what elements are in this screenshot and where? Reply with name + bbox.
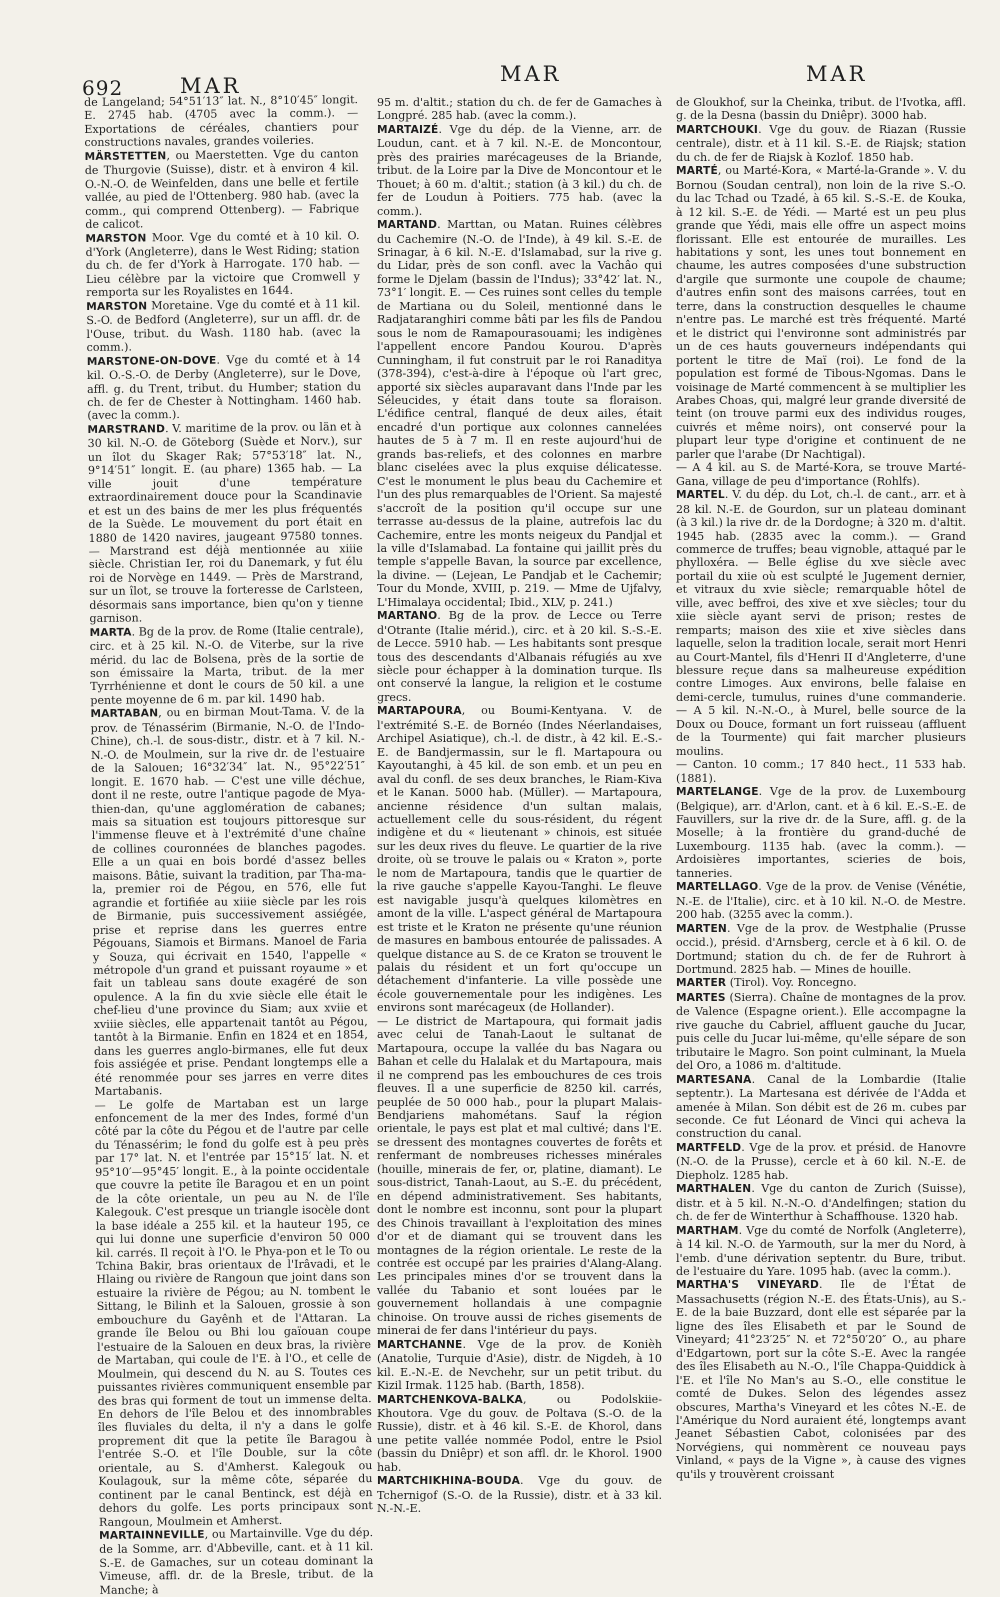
dictionary-entry: [377, 1393, 662, 1475]
entry-headword: MARTCHANNE: [377, 1338, 463, 1351]
entry-text: . Marttan, ou Matan. Ruines célèbres du Cachemire (N.-O. de l'Inde), à 49 kil. S.-E. de Srinagar, à 6 kil. N.-E. d'Islamabad, sur la rive g. du Lidar, près de son confl. avec la Vachâo qui forme le Djelam (bassin de l'Indus); 33°42′ lat. N., 73°1′ longit. E. — Ces ruines sont celles du temple de Martiana ou du Soleil, mentionné dans le Radjataranghiri comme bâti par les fils de Pandou sous le nom de Ramapourasouami; les indigènes l'appellent encore Pandou Kourou. D'après Cunningham, il fut construit par le roi Ranaditya (378-394), c'est-à-dire à l'époque où l'art grec, apporté six siècles auparavant dans l'Inde par les Séleucides, y était dans toute sa floraison. L'édifice central, flanqué de deux ailes, était encadré d'un portique aux colonnes cannelées hautes de 5 à 7 m. Il en reste aujourd'hui de grands bas-reliefs, et des colonnes en marbre blanc ciselées avec la plus exquise délicatesse. C'est le monument le plus beau du Cachemire et l'un des plus remarquables de l'Orient. Sa majesté s'accroît de la position qu'il occupe sur une terrasse au-dessus de la plaine, autrefois lac du Cachemire, entre les monts neigeux du Pandjal et la ville d'Islamabad. La fontaine qui jaillit près du temple s'appelle Bavan, la source par excellence, la divine. — (Lejean, Le Pandjab et le Cachemir; Tour du Monde, XVIII, p. 219. — Mme de Ujfalvy, L'Himalaya occidental; Ibid., XLV, p. 241.): [377, 218, 662, 609]
entry-headword: MARTAINNEVILLE: [99, 1528, 205, 1542]
entry-text: . Vge du canton de Zurich (Suisse), distr. et à 5 kil. N.-N.-O. d'Andelfingen; station du ch. de fer de Winterthur à Schaffhouse. 1320 hab.: [676, 1182, 966, 1224]
entry-text: . Vge du comté de Norfolk (Angleterre), à 14 kil. N.-O. de Yarmouth, sur la mer du Nord, à l'emb. d'une dérivation septentr. du Bure, tribut. de l'estuaire du Yare. 1095 hab. (avec la comm.).: [676, 1223, 966, 1278]
dictionary-entry: [86, 297, 361, 355]
dictionary-entry: [676, 1073, 966, 1141]
column-middle: [377, 96, 662, 1516]
dictionary-entry: [377, 609, 662, 704]
entry-text: — Canton. 10 comm.; 17 840 hect., 11 533 hab. (1881).: [676, 758, 966, 785]
dictionary-entry: [377, 123, 662, 218]
dictionary-entry: [676, 1278, 966, 1481]
entry-text: , ou Boumi-Kentyana. V. de l'extrémité S.-E. de Bornéo (Indes Néerlandaises, Archipel Asiatique), ch.-l. de distr., à 42 kil. E.-S.-E. de Bandjermassin, sur le fl. Martapoura ou Kayoutanghi, à 45 kil. de son emb. et un peu en aval du confl. de ses deux branches, le Riam-Kiva et le Kanan. 5000 hab. (Müller). — Martapoura, ancienne résidence d'un sultan malais, actuellement celle du sous-résident, du régent indigène et du « lieutenant » chinois, est située sur les deux rives du fleuve. Le quartier de la rive droite, où se trouve le palais ou « Kraton », porte le nom de Martapoura, tandis que le quartier de la rive gauche s'appelle Kayou-Tanghi. Le fleuve est navigable jusqu'à quelques kilomètres en amont de la ville. L'aspect général de Martapoura est triste et le Kraton ne présente qu'une réunion de masures en bambous entourée de palissades. A quelque distance au S. de ce Kraton se trouvent le palais du résident et un fort qu'occupe un détachement d'infanterie. La ville possède une école gouvernementale pour les indigènes. Les environs sont marécageux (de Hollander).: [377, 704, 662, 1015]
entry-text: , ou Marté-Kora, « Marté-la-Grande ». V. du Bornou (Soudan central), non loin de la rive S.-O. du lac Tchad ou Tzadé, à 65 kil. S.-S.-E. de Kouka, à 12 kil. S.-E. de Yédi. — Marté est un peu plus grande que Yédi, mais elle offre un aspect moins florissant. Elle est entourée de murailles. Les habitations y sont, les unes tout bonnement en chaume, les autres composées d'une substruction d'argile que surmonte une coupole de chaume; d'autres enfin sont des maisons carrées, tout en terre, dans la construction desquelles le chaume n'entre pas. Le marché est très fréquenté. Marté et le district qui l'environne sont administrés par un de ces hauts gouverneurs indépendants qui portent le titre de Maï (roi). Le fond de la population est formé de Tibous-Ngomas. Dans le voisinage de Marté commencent à se multiplier les Arabes Choas, qui, malgré leur grande diversité de teint (on trouve parmi eux des individus rouges, cuivrés et même noirs), ont conservé pour la plupart leur type d'origine et continuent de ne parler que l'arabe (Dr Nachtigal).: [676, 164, 966, 461]
entry-text: . Vge du gouv. de Riazan (Russie centrale), distr. et à 11 kil. S.-E. de Riajsk; station du ch. de fer de Riajsk à Kozlof. 1850 hab.: [676, 122, 966, 164]
dictionary-entry: [676, 991, 966, 1073]
dictionary-entry: [377, 1474, 662, 1515]
dictionary-entry: [99, 1526, 374, 1597]
entry-headword: MARTHAM: [676, 1224, 739, 1237]
dictionary-entry: [676, 123, 966, 164]
entry-text: . Vge de la prov. de Luxembourg (Belgique), arr. d'Arlon, cant. et à 6 kil. E.-S.-E. de Fauvillers, sur la rive dr. de la Sure, affl. g. de la Moselle; à la frontière du grand-duché de Luxembourg. 1135 hab. (avec la comm.). — Ardoisières importantes, scieries de bois, tanneries.: [676, 785, 966, 880]
entry-text: . Vge du gouv. de Tchernigof (S.-O. de la Russie), distr. et à 33 kil. N.-N.-E.: [377, 1474, 662, 1516]
entry-text: , ou en birman Mout-Tama. V. de la prov. de Ténassérim (Birmanie, N.-O. de l'Indo-Chine), ch.-l. de sous-distr., distr. et à 7 kil. N.-N.-O. de Moulmein, sur la rive dr. de l'estuaire de la Salouen; 16°32′34″ lat. N., 95°22′51″ longit. E. 1670 hab. — C'est une ville déchue, dont il ne reste, outre l'antique pagode de Mya-thien-dan, qu'une agglomération de cabanes; mais sa situation est toujours pittoresque sur l'immense fleuve et à l'extrémité d'une chaîne de collines couronnées de blanches pagodes. Elle a un quai en bois bordé d'assez belles maisons. Bâtie, suivant la tradition, par Tha-ma-la, premier roi de Pégou, en 576, elle fut agrandie et fortifiée au xiiie siècle par les rois de Birmanie, puis successivement assiégée, prise et reprise dans les guerres entre Pégouans, Siamois et Birmans. Manoel de Faria y Souza, qui écrivait en 1540, l'appelle « métropole d'un grand et puissant royaume » et fait un tableau sans doute exagéré de son opulence. A la fin du xvie siècle elle était le chef-lieu d'une province du Siam; aux xviie et xviiie siècles, elle appartenait tantôt au Pégou, tantôt à la Birmanie. Enfin en 1824 et en 1854, dans les guerres anglo-birmanes, elle fut deux fois assiégée et prise. Pendant longtemps elle a été renommée pour ses jarres en verre dites Martabanis.: [90, 704, 369, 1099]
entry-text: . Canal de la Lombardie (Italie septentr.). La Martesana est dérivée de l'Adda et amenée à Milan. Son débit est de 26 m. cubes par seconde. Ce fut Léonard de Vinci qui acheva la construction du canal.: [676, 1072, 966, 1141]
entry-text: . V. du dép. du Lot, ch.-l. de cant., arr. et à 28 kil. N.-E. de Gourdon, sur un plateau dominant (à 3 kil.) la rive dr. de la Dordogne; à 320 m. d'altit. 1945 hab. (2835 avec la comm.). — Grand commerce de truffes; beau vignoble, attaqué par le phylloxéra. — Belle église du xve siècle avec portail du xiie où est sculpté le Jugement dernier, et vitraux du xvie siècle; remarquable hôtel de ville, avec beffroi, des xive et xve siècles; tour du xiie siècle ayant servi de prison; restes de remparts; maison des xiie et xive siècles dans laquelle, selon la tradition locale, serait mort Henri au Court-Mantel, fils d'Henri II d'Angleterre, d'une blessure reçue dans sa malheureuse expédition contre Limoges. Aux environs, belle falaise en demi-cercle, tumulus, ruines d'une commanderie. — A 5 kil. N.-N.-O., à Murel, belle source de la Doux ou Douce, formant un fort ruisseau (affluent de la Tourmente) qui fait marcher plusieurs moulins.: [676, 488, 966, 758]
entry-headword: MARSTON: [86, 300, 148, 313]
dictionary-entry: [676, 758, 966, 785]
column-right: [676, 96, 966, 1481]
entry-headword: MARTELLAGO: [676, 881, 759, 894]
dictionary-entry: [676, 880, 966, 921]
entry-text: (Sierra). Chaîne de montagnes de la prov. de Valence (Espagne orient.). Elle accompagne la rive gauche du Cabriel, affluent gauche du Jucar, puis celle du Jucar lui-même, qu'elle sépare de son tributaire le Magro. Son point culminant, la Muela del Oro, a 1086 m. d'altitude.: [676, 990, 966, 1073]
entry-headword: MARTHA'S VINEYARD: [676, 1279, 820, 1292]
dictionary-entry: [676, 1182, 966, 1223]
entry-text: Moor. Vge du comté et à 10 kil. O. d'York (Angleterre), dans le West Riding; station du ch. de fer d'York à Harrogate. 170 hab. — Lieu célèbre par la victoire que Cromwell y remporta sur les Royalistes en 1644.: [85, 228, 360, 300]
dictionary-entry: [676, 976, 966, 990]
entry-headword: MARTÉ: [676, 165, 718, 178]
entry-headword: MARSTONE-ON-DOVE: [86, 354, 217, 368]
dictionary-entry: [676, 1224, 966, 1279]
entry-headword: MARTELANGE: [676, 786, 759, 799]
dictionary-entry: [676, 785, 966, 880]
dictionary-entry: [676, 96, 966, 123]
entry-headword: MARTANO: [377, 610, 438, 623]
entry-text: . Bg de la prov. de Lecce ou Terre d'Otrante (Italie mérid.), circ. et à 20 kil. S.-S.-E. de Lecce. 5910 hab. — Les habitants sont presque tous des descendants d'Albanais réfugiés au xve siècle pour échapper à la domination turque. Ils ont conservé la langue, la religion et le costume grecs.: [377, 609, 662, 704]
dictionary-entry: [87, 352, 362, 423]
dictionary-entry: [676, 164, 966, 461]
dictionary-entry: [377, 96, 662, 123]
entry-headword: MARTEN: [676, 922, 727, 935]
entry-text: de Langeland; 54°51′13″ lat. N., 8°10′45″ longit. E. 2745 hab. (4705 avec la comm.). — Exportations de céréales, chantiers pour constructions navales, grandes voileries.: [84, 93, 359, 150]
dictionary-entry: [94, 1096, 372, 1529]
entry-text: , ou Martainville. Vge du dép. de la Somme, arr. d'Abbeville, cant. et à 11 kil. S.-E. de Gamaches, sur un coteau dominant la Vimeuse, affl. dr. de la Bresle, tribut. de la Manche; à: [99, 1526, 374, 1597]
running-head-left: MAR: [180, 74, 242, 98]
entry-headword: MARSTON: [85, 231, 147, 245]
entry-text: , ou Maerstetten. Vge du canton de Thurgovie (Suisse), distr. et à environ 4 kil. O.-N.-O. de Weinfelden, dans une belle et fertile vallée, au pied de l'Ottenberg. 980 hab. (avec la comm., qui comprend Ottenberg). — Fabrique de calicot.: [84, 146, 360, 232]
entry-text: Moretaine. Vge du comté et à 11 kil. S.-O. de Bedford (Angleterre), sur un affl. dr. de l'Ouse, tribut. du Wash. 1180 hab. (avec la comm.).: [86, 296, 361, 355]
entry-text: . Ile de l'État de Massachusetts (région N.-E. des États-Unis), au S.-E. de la baie Buzzard, dont elle est séparée par la ligne des îles Elisabeth et par le Sound de Vineyard; 41°23′25″ N. et 72°50′20″ O., au phare d'Edgartown, port sur la côte S.-E. Avec la rangée des îles Elisabeth au N.-O., l'île Chappa-Quiddick à l'E. et l'île No Man's au S.-O., elle constitue le comté de Dukes. Selon des légendes assez obscures, Martha's Vineyard et les côtes N.-E. de l'Amérique du Nord auraient été, longtemps avant Jeanet Sébastien Cabot, colonisées par des Norvégiens, qui nommèrent ce nouveau pays Vinland, « pays de la Vigne », à cause des vignes qu'ils y trouvèrent croissant: [676, 1278, 966, 1481]
entry-headword: MARTABAN: [90, 707, 159, 721]
entry-headword: MARTAND: [377, 219, 438, 232]
page-number: 692: [82, 76, 124, 100]
entry-text: . Vge du comté et à 14 kil. O.-S.-O. de Derby (Angleterre), sur le Dove, affl. g. du Trent, tribut. du Humber; station du ch. de fer de Chester à Nottingham. 1460 hab. (avec la comm.).: [86, 351, 362, 423]
entry-headword: MÄRSTETTEN: [84, 149, 167, 163]
dictionary-entry: [377, 1338, 662, 1393]
dictionary-entry: [676, 461, 966, 488]
entry-headword: MARSTRAND: [87, 423, 166, 436]
dictionary-entry: [90, 704, 368, 1098]
entry-text: de Gloukhof, sur la Cheinka, tribut. de l'Ivotka, affl. g. de la Desna (bassin du Dniêpr). 3000 hab.: [676, 96, 966, 123]
running-head-center: MAR: [500, 62, 562, 86]
column-left: [84, 93, 374, 1597]
dictionary-entry: [85, 229, 360, 300]
entry-headword: MARTER: [676, 977, 727, 990]
entry-headword: MARTHALEN: [676, 1183, 752, 1196]
entry-text: — Le district de Martapoura, qui formait jadis avec celui de Tanah-Laout le sultanat de Martapoura, occupe la vallée du bas Nagara ou Bahan et celle du Halalak et du Martapoura, mais il ne comprend pas les embouchures de ces trois fleuves. Il a une superficie de 8250 kil. carrés, peuplée de 50 000 hab., pour la plupart Malais-Bendjariens mahométans. Sauf la région orientale, le pays est plat et mal cultivé; dans l'E. se dressent des montagnes couvertes de forêts et renfermant de nombreuses richesses minérales (houille, minerais de fer, or, platine, diamant). Le sous-district, Tanah-Laout, au S.-E. du précédent, en dépend administrativement. Ses habitants, dont le nombre est inconnu, sont pour la plupart des Chinois travaillant à l'exploitation des mines d'or et de diamant qui se trouvent dans les montagnes de la région orientale. Le reste de la contrée est occupé par les prairies d'Alang-Alang. Les principales mines d'or se trouvent dans la vallée du Tabanio et sont louées par le gouvernement hollandais à une compagnie chinoise. On trouve aussi de riches gisements de minerai de fer dans l'intérieur du pays.: [377, 1014, 662, 1338]
page-header: [0, 62, 1000, 100]
entry-text: 95 m. d'altit.; station du ch. de fer de Gamaches à Longpré. 285 hab. (avec la comm.).: [377, 96, 662, 123]
entry-text: , ou Podolskiie-Khoutora. Vge du gouv. de Poltava (S.-O. de la Russie), distr. et à 46 kil. S.-E. de Khorol, dans une petite vallée nommée Podol, entre le Psiol (bassin du Dniêpr) et son affl. dr. le Khorol. 1900 hab.: [377, 1392, 662, 1474]
entry-text: — A 4 kil. au S. de Marté-Kora, se trouve Marté-Gana, village de peu d'importance (Rohlfs).: [676, 461, 966, 488]
dictionary-entry: [90, 623, 365, 708]
entry-headword: MARTAPOURA: [377, 705, 462, 718]
entry-headword: MARTCHIKHINA-BOUDA: [377, 1475, 520, 1488]
entry-text: . Bg de la prov. de Rome (Italie centrale), circ. et à 25 kil. N.-O. de Viterbe, sur la rive mérid. du lac de Bolsena, près de la sortie de son émissaire la Marta, tribut. de la mer Tyrrhénienne et dont le cours de 50 kil. a une pente moyenne de 6 m. par kil. 1490 hab.: [89, 622, 365, 707]
dictionary-entry: [87, 420, 363, 626]
dictionary-entry: [85, 147, 360, 232]
dictionary-entry: [676, 1141, 966, 1182]
dictionary-entry: [84, 93, 359, 150]
entry-text: . Vge de la prov. et présid. de Hanovre (N.-O. de la Prusse), cercle et à 60 kil. N.-E. de Diepholz. 1285 hab.: [676, 1140, 966, 1182]
entry-text: . Vge de la prov. de Westphalie (Prusse occid.), présid. d'Arnsberg, cercle et à 6 kil. O. de Dortmund; station du ch. de fer de Ruhrort à Dortmund. 2825 hab. — Mines de houille.: [676, 921, 966, 976]
entry-text: — Le golfe de Martaban est un large enfoncement de la mer des Indes, formé d'un côté par la côte du Pégou et de l'autre par celle du Ténassérim; le fond du golfe est à peu près par 17° lat. N. et l'entrée par 15°15′ lat. N. et 95°10′—95°45′ longit. E., à la pointe occidentale que couvre la petite île Baragou et en un point de la côte orientale, un peu au N. de l'île Kalegouk. C'est presque un triangle isocèle dont la base idéale a 255 kil. et la hauteur 195, ce qui lui donne une superficie d'environ 50 000 kil. carrés. Il reçoit à l'O. le Phya-pon et le To ou Tchina Bakir, bras orientaux de l'Irâvadi, et le Hlaing ou rivière de Rangoun que joint dans son estuaire la rivière de Pégou; au N. tombent le Sittang, le Bilinh et la Salouen, grossie à son embouchure du Gayênh et de l'Attaran. La grande île Belou ou Bhi lou gaïouan coupe l'estuaire de la Salouen en deux bras, la rivière de Martaban, qui coule de l'E. à l'O., et celle de Moulmein, qui descend du N. au S. Toutes ces puissantes rivières communiquent ensemble par des bras qui forment de tout un immense delta. En dehors de l'île Belou et des innombrables îles fluviales du delta, il n'y a dans le golfe proprement dit que la petite île Baragou à l'entrée S.-O. et l'île Double, sur la côte orientale, au S. d'Amherst. Kalegouk ou Koulagouk, sur la même côte, séparée du continent par le canal Bentinck, est déjà en dehors du golfe. Les ports principaux sont Rangoun, Moulmein et Amherst.: [94, 1095, 373, 1529]
entry-headword: MARTCHOUKI: [676, 123, 759, 136]
entry-headword: MARTCHENKOVA-BALKA: [377, 1393, 523, 1406]
entry-headword: MARTES: [676, 991, 726, 1004]
entry-headword: MARTFELD: [676, 1141, 742, 1154]
dictionary-entry: [676, 488, 966, 758]
dictionary-entry: [377, 1015, 662, 1338]
entry-headword: MARTA: [89, 626, 132, 639]
dictionary-entry: [676, 922, 966, 977]
entry-headword: MARTAIZÉ: [377, 123, 439, 136]
entry-text: . Vge de la prov. de Venise (Vénétie, N.-E. de l'Italie), circ. et à 10 kil. N.-O. de Mestre. 200 hab. (3255 avec la comm.).: [676, 880, 966, 922]
entry-text: (Tirol). Voy. Roncegno.: [726, 976, 857, 990]
entry-headword: MARTEL: [676, 489, 725, 502]
dictionary-entry: [377, 704, 662, 1014]
running-head-right: MAR: [806, 62, 868, 86]
dictionary-entry: [377, 218, 662, 609]
entry-text: . V. maritime de la prov. ou län et à 30 kil. N.-O. de Göteborg (Suède et Norv.), sur un îlot du Skager Rak; 57°53′18″ lat. N., 9°14′51″ longit. E. (au phare) 1365 hab. — La ville jouit d'une température extraordinairement douce pour la Scandinavie et est un des bains de mer les plus fréquentés de la Suède. Le mouvement du port était en 1880 de 1420 navires, jaugeant 97580 tonnes. — Marstrand est déjà mentionnée au xiiie siècle. Christian Ier, roi du Danemark, y fut élu roi de Norvège en 1449. — Près de Marstrand, sur un îlot, se trouve la forteresse de Carlsteen, désormais sans importance, bien qu'on y tienne garnison.: [87, 419, 364, 626]
entry-text: . Vge de la prov. de Konièh (Anatolie, Turquie d'Asie), distr. de Nigdeh, à 10 kil. E.-N.-E. de Nevchehr, sur un petit tribut. du Kizil Irmak. 1125 hab. (Barth, 1858).: [377, 1337, 662, 1393]
entry-text: . Vge du dép. de la Vienne, arr. de Loudun, cant. et à 7 kil. N.-E. de Moncontour, près des prairies marécageuses de la Briande, tribut. de la Loire par la Dive de Moncontour et le Thouet; à 60 m. d'altit.; station (à 3 kil.) du ch. de fer de Loudun à Poitiers. 775 hab. (avec la comm.).: [377, 122, 662, 218]
entry-headword: MARTESANA: [676, 1073, 752, 1086]
